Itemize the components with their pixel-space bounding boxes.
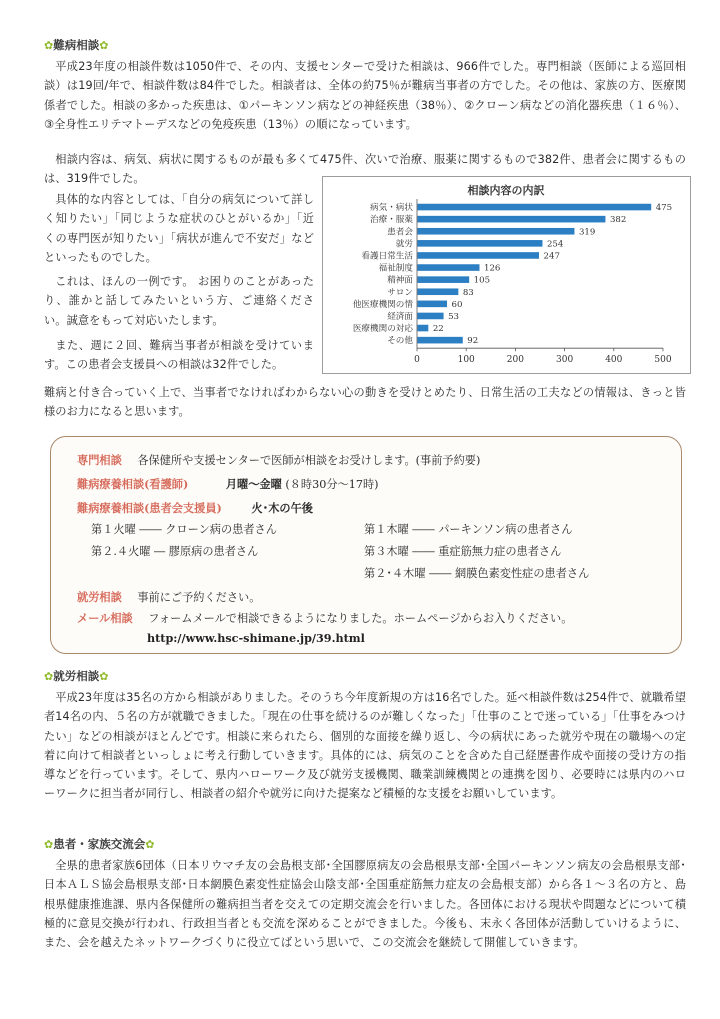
mail-row (77, 611, 572, 627)
category-label: 患者会 (387, 227, 413, 238)
contact-paragraph: これは、ほんの一例です。 お困りのことがあったり、誰かと話してみたいという方、ご連絡ください。誠意をもって対応いたします。 (44, 275, 314, 327)
specialist-label: 専門相談 (77, 453, 122, 467)
section-title: 就労相談 (53, 669, 100, 683)
category-label: 福祉制度 (378, 263, 413, 274)
bar (418, 313, 444, 320)
category-label: サロン (387, 287, 413, 298)
work-text: 事前にご予約ください。 (137, 591, 261, 604)
category-label: 治療・服薬 (370, 215, 413, 226)
peer-support-paragraph: また、週に２回、難病当事者が相談を受けています。この患者会支援員への相談は32件でした。 (44, 339, 314, 372)
flower-icon: ✿ (44, 39, 54, 52)
category-label: 病気・病状 (370, 203, 413, 214)
flower-icon: ✿ (145, 838, 155, 851)
data-label: 254 (546, 239, 564, 250)
x-tick-label: 200 (506, 355, 524, 366)
employment-paragraph: 平成23年度は35名の方から相談がありました。そのうち今年度新規の方は16名でした。延べ相談件数は254件で、就職希望者14名の内、５名の方が就職できました。「現在の仕事を続けるのが難しくなった」「仕事のことで迷っている」「仕事をみつけたい」などの相談がほとんどです。相談に来られたら、個別的な面接を繰り返し、今の病状にあった就労や現在の職場への定着に向けて相談者といっしょに考え行動していきます。具体的には、病気のことを含めた自己経歴書作成や面接の受け方の指導などを行っています。そして、県内ハローワーク及び就労支援機関、職業訓練機関との連携を図り、必要時には県内のハローワークに担当者が同行し、相談者の紹介や就労に向けた提案など積極的な支援をお願いしています。 (44, 691, 686, 801)
category-label: 就労 (395, 239, 413, 250)
bar (418, 216, 606, 223)
bar (418, 276, 470, 283)
schedule-item: 第１火曜 ―― クローン病の患者さん (91, 523, 277, 536)
bar (418, 252, 540, 259)
bar (418, 228, 575, 235)
bar (418, 325, 429, 332)
category-label: 他医療機関の情 (352, 299, 413, 310)
x-tick-label: 300 (556, 355, 574, 366)
schedule-item: 第２･４木曜 ―― 網膜色素変性症の患者さん (364, 567, 590, 580)
schedule-item: 第３木曜 ―― 重症筋無力症の患者さん (364, 545, 562, 558)
schedule-item: 第１木曜 ―― パーキンソン病の患者さん (364, 523, 573, 536)
bar (418, 204, 652, 211)
section-heading-employment (44, 667, 108, 687)
section-title: 患者・家族交流会 (53, 837, 146, 851)
examples-paragraph: 具体的な内容としては、「自分の病気について詳しく知りたい」「同じような症状のひとがいるか」「近くの専門医が知りたい」「病状が進んで不安だ」などといったものでした。 (44, 193, 314, 264)
x-tick-label: 100 (457, 355, 475, 366)
specialist-row (77, 453, 480, 469)
data-label: 126 (483, 263, 501, 274)
data-label: 83 (462, 287, 474, 298)
support-label: 難病療養相談(患者会支援員) (77, 501, 222, 515)
bar (418, 264, 480, 271)
content-paragraph: 相談内容は、病気、病状に関するものが最も多くて475件、次いで治療、服薬に関するもので382件、患者会に関するものは、319件でした。 (44, 153, 686, 186)
data-label: 319 (578, 227, 596, 238)
flower-icon: ✿ (44, 670, 54, 683)
closing-paragraph: 難病と付き合っていく上で、当事者でなければわからない心の動きを受けとめたり、日常生活の工夫などの情報は、きっと皆様のお力になると思います。 (44, 386, 686, 419)
work-label: 就労相談 (77, 590, 122, 604)
bar (418, 301, 448, 308)
exchange-paragraph: 全県的患者家族6団体（日本リウマチ友の会島根支部･全国膠原病友の会島根県支部･全国パーキンソン病友の会島根県支部･日本ＡＬＳ協会島根県支部･日本網膜色素変性症協会山陰支部･全国重症筋無力症友の会島根支部）から各１〜３名の方と、島根県健康推進課、県内各保健所の難病担当者を交えての定期交流会を行いました。各団体における現状や問題などについて積極的に意見交換が行われ、行政担当者とも交流を深めることができました。今後も、末永く各団体が活動していけるように、また、会を越えたネットワークづくりに役立てばという思いで、この交流会を継続して開催していきます。 (44, 859, 686, 950)
specialist-text: 各保健所や支援センターで医師が相談をお受けします。(事前予約要) (137, 454, 481, 467)
nursing-hours: (８時30分〜17時) (285, 478, 379, 491)
homepage-link[interactable]: http://www.hsc-shimane.jp/39.html (147, 631, 365, 645)
support-days: 火･木の午後 (251, 501, 313, 515)
mail-label: メール相談 (77, 611, 133, 625)
section-heading-exchange (44, 835, 154, 855)
nursing-row (77, 477, 379, 493)
bar (418, 240, 543, 247)
nursing-days: 月曜〜金曜 (225, 477, 282, 491)
data-label: 92 (467, 336, 479, 347)
x-tick-label: 400 (605, 355, 623, 366)
support-row (77, 501, 313, 517)
category-label: 医療機関の対応 (352, 324, 413, 335)
flower-icon: ✿ (99, 39, 109, 52)
data-label: 105 (473, 275, 491, 286)
schedule-item: 第２.４火曜 ― 膠原病の患者さん (91, 545, 259, 558)
section-heading-consultation (44, 36, 108, 56)
mail-text: フォームメールで相談できるようになりました。ホームページからお入りください。 (148, 612, 573, 625)
chart-svg (323, 177, 690, 373)
data-label: 247 (543, 251, 560, 262)
data-label: 22 (432, 324, 444, 335)
schedule-info-box (50, 436, 682, 654)
flower-icon: ✿ (99, 670, 109, 683)
work-row (77, 590, 260, 606)
category-label: 経済面 (387, 311, 413, 322)
bar (418, 288, 459, 295)
chart-title: 相談内容の内訳 (467, 184, 545, 197)
flower-icon: ✿ (44, 838, 54, 851)
section-title: 難病相談 (53, 38, 100, 52)
category-label: 精神面 (387, 275, 413, 286)
nursing-label: 難病療養相談(看護師) (77, 477, 189, 491)
intro-paragraph: 平成23年度の相談件数は1050件で、その内、支援センターで受けた相談は、966件でした。専門相談（医師による巡回相談）は19回/年で、相談件数は84件でした。相談者は、全体の約75％が難病当事者の方でした。その他は、家族の方、医療関係者でした。相談の多かった疾患は、①パーキンソン病などの神経疾患（38％）、②クローン病などの消化器疾患（１６％）、③全身性エリテマトーデスなどの免疫疾患（13％）の順になっています。 (44, 60, 686, 131)
consultation-breakdown-chart (322, 176, 691, 374)
bar (418, 337, 463, 344)
data-label: 382 (609, 215, 627, 226)
data-label: 475 (655, 203, 673, 214)
x-tick-label: 500 (654, 355, 672, 366)
x-tick-label: 0 (414, 355, 420, 366)
category-label: その他 (387, 336, 413, 347)
data-label: 60 (451, 299, 463, 310)
data-label: 53 (448, 311, 460, 322)
category-label: 看護日常生活 (361, 251, 413, 262)
